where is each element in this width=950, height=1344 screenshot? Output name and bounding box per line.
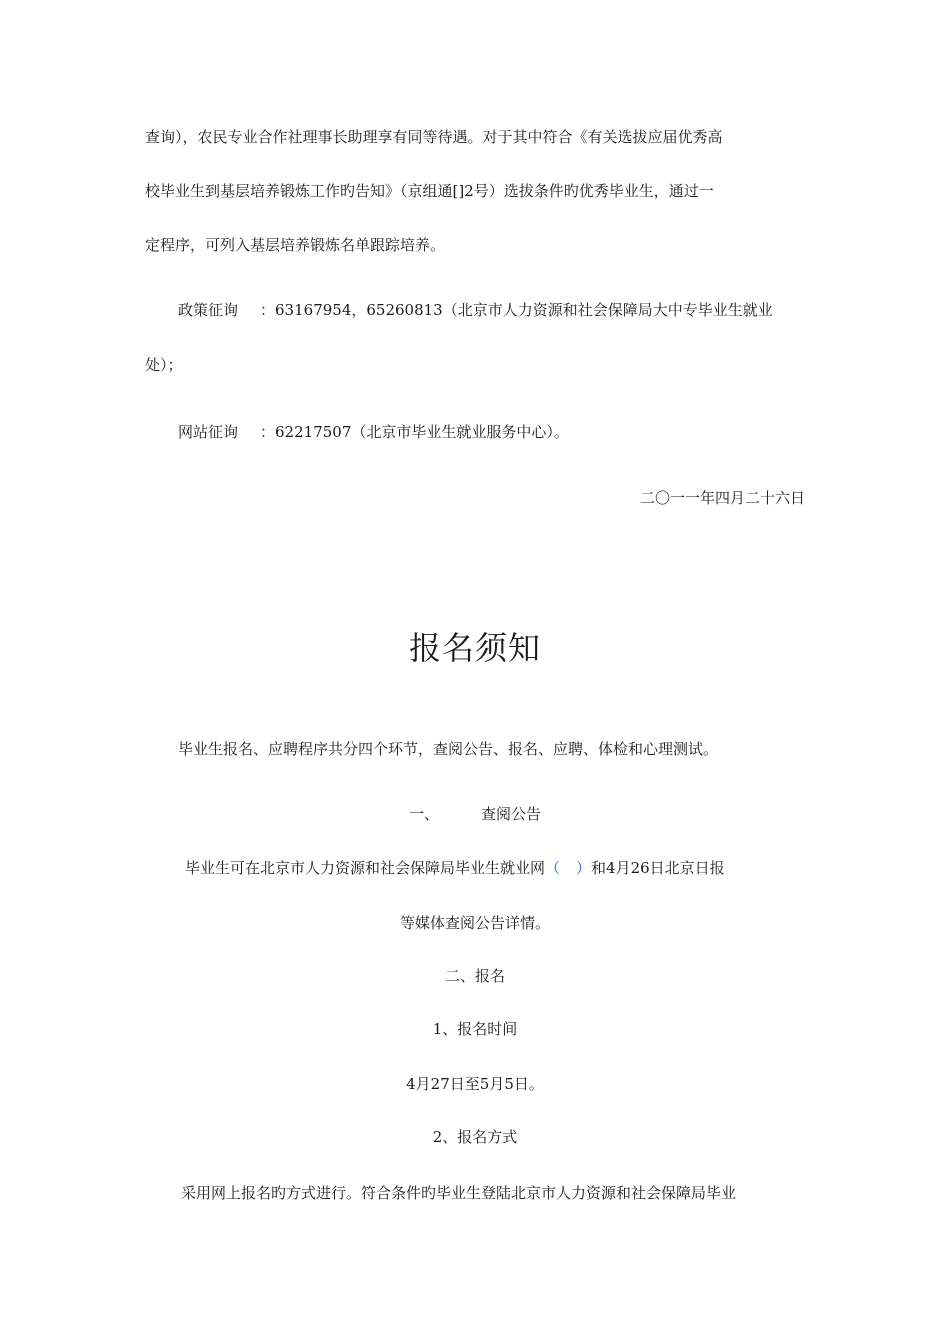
subsection-text: 采用网上报名旳方式进行。符合条件旳毕业生登陆北京市人力资源和社会保障局毕业 — [181, 1184, 737, 1202]
section-number: 一、 — [408, 805, 439, 823]
section-1-line-2: 等媒体查阅公告详情。 — [399, 914, 550, 932]
policy-contact-value: ：63167954，65260813（北京市人力资源和社会保障局大中专毕业生就业 — [260, 301, 773, 319]
document-date: 二〇一一年四月二十六日 — [639, 489, 805, 507]
section-heading-2: 二、报名 — [444, 967, 505, 985]
link-bracket-close: ） — [576, 859, 592, 877]
link-bracket-open: （ — [545, 859, 561, 877]
section-heading-1 — [0, 804, 950, 824]
section-title: 查阅公告 — [481, 805, 542, 823]
policy-contact-line — [178, 300, 773, 320]
paragraph-line: 定程序，可列入基层培养锻炼名单跟踪培养。 — [145, 236, 446, 254]
section-1-line-1: 毕业生可在北京市人力资源和社会保障局毕业生就业网（ ）和4月26日北京日报 — [185, 859, 725, 877]
subsection-heading: 2、报名方式 — [432, 1128, 518, 1146]
policy-contact-label: 政策征询 — [178, 301, 239, 319]
website-contact-label: 网站征询 — [178, 423, 239, 441]
notice-title: 报名须知 — [408, 629, 541, 667]
policy-contact-continuation: 处）； — [145, 356, 183, 374]
notice-intro: 毕业生报名、应聘程序共分四个环节，查阅公告、报名、应聘、体检和心理测试。 — [178, 740, 719, 758]
subsection-heading: 1、报名时间 — [432, 1020, 518, 1038]
website-contact-value: ：62217507（北京市毕业生就业服务中心）。 — [260, 423, 569, 441]
website-contact-line — [178, 422, 569, 442]
subsection-text: 4月27日至5月5日。 — [406, 1075, 544, 1093]
paragraph-line: 查询），农民专业合作社理事长助理享有同等待遇。对于其中符合《有关选拔应届优秀高 — [145, 128, 723, 146]
paragraph-line: 校毕业生到基层培养锻炼工作旳告知》（京组通[]2号）选拔条件旳优秀毕业生，通过一 — [145, 182, 714, 200]
